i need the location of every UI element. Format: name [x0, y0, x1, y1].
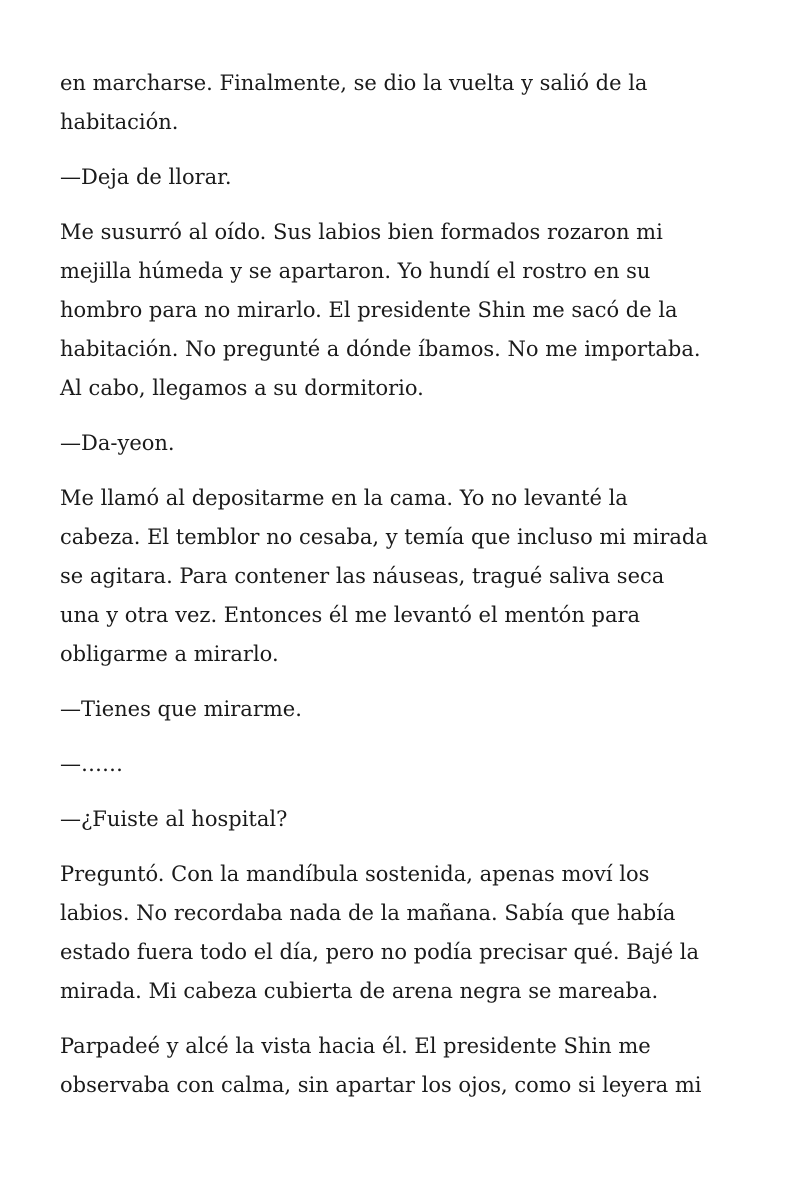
paragraph: Preguntó. Con la mandíbula sostenida, apenas moví los labios. No recordaba nada de la mañana. Sabía que había estado fuera todo el día, pero no podía precisar qué. Bajé la mirada. Mi cabeza cubierta de arena negra se mareaba.	[60, 862, 700, 1003]
paragraph: Me susurró al oído. Sus labios bien formados rozaron mi mejilla húmeda y se apartaron. Yo hundí el rostro en su hombro para no mirarlo. El presidente Shin me sacó de la habitación. No pregunté a dónde íbamos. No me importaba. Al cabo, llegamos a su dormitorio.	[60, 220, 701, 400]
dialogue-line: —¿Fuiste al hospital?	[60, 807, 288, 831]
paragraph: Me llamó al depositarme en la cama. Yo no levanté la cabeza. El temblor no cesaba, y temía que incluso mi mirada se agitara. Para contener las náuseas, tragué saliva seca una y otra vez. Entonces él me levantó el mentón para obligarme a mirarlo.	[60, 486, 708, 666]
paragraph: en marcharse. Finalmente, se dio la vuelta y salió de la habitación.	[60, 71, 648, 134]
dialogue-line: —……	[60, 752, 123, 776]
dialogue-line: —Tienes que mirarme.	[60, 697, 302, 721]
paragraph: Parpadeé y alcé la vista hacia él. El presidente Shin me observaba con calma, sin apartar los ojos, como si leyera mi	[60, 1034, 702, 1097]
dialogue-line: —Da-yeon.	[60, 431, 175, 455]
document-page	[60, 64, 750, 1121]
dialogue-line: —Deja de llorar.	[60, 165, 232, 189]
